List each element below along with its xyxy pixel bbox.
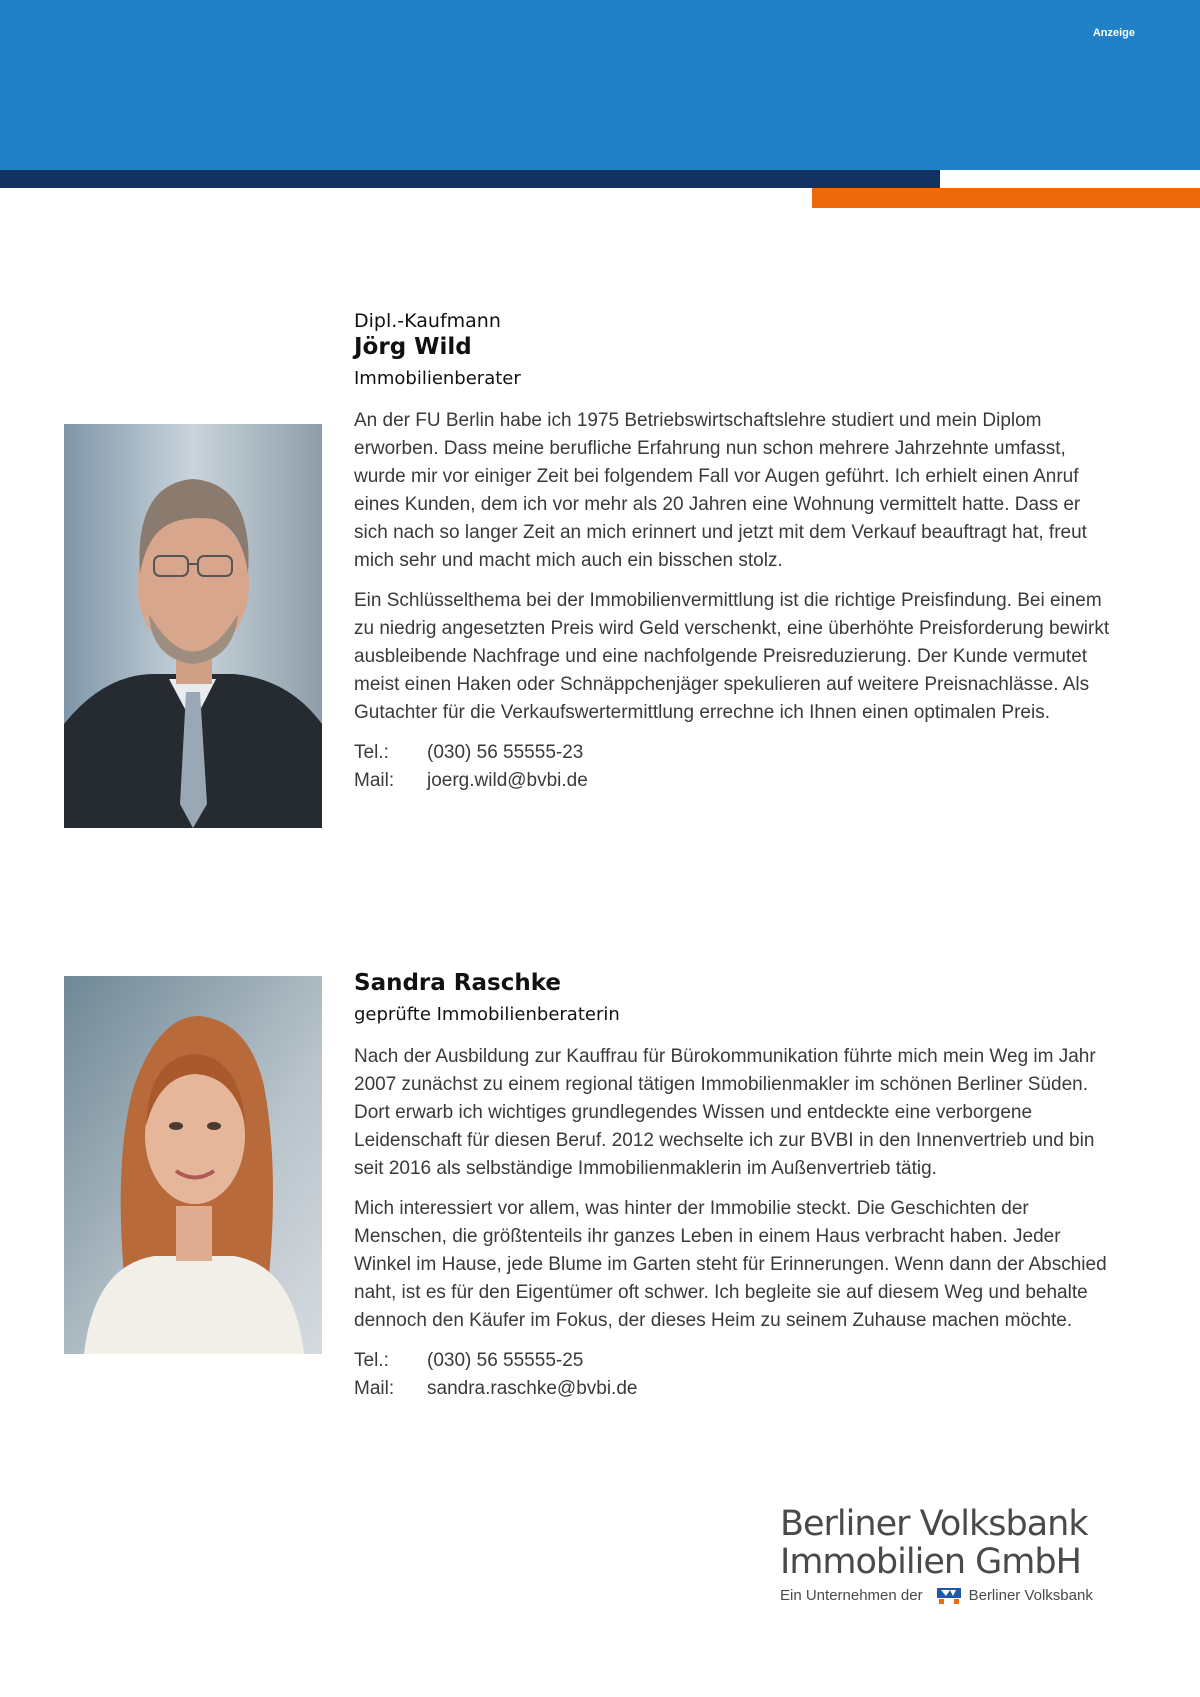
profile-paragraph: Ein Schlüsselthema bei der Immobilienvermittlung ist die richtige Preisfindung. Bei einem zu niedrig angesetzten Preis wird Geld verschenkt, eine überhöhte Preisforderung bewirkt ausbleibende Nachfrage und eine nachfolgende Preisreduzierung. Der Kunde vermutet meist einen Haken oder Schnäppchenjäger spekulieren auf weitere Preisnachlässe. Als Gutachter für die Verkaufswertermittlung errechne ich Ihnen einen optimalen Preis. — [354, 590, 1110, 723]
tel-label: Tel.: — [354, 1350, 389, 1371]
profile-paragraph: An der FU Berlin habe ich 1975 Betriebswirtschaftslehre studiert und mein Diplom erworben. Dass meine berufliche Erfahrung nun schon mehrere Jahrzehnte umfasst, wurde mir vor einiger Zeit bei folgendem Fall vor Augen geführt. Ich erhielt einen Anruf eines Kunden, dem ich vor mehr als 20 Jahren eine Wohnung vermittelt hatte. Dass er sich nach so langer Zeit an mich erinnert und jetzt mit dem Verkauf beauftragt hat, freut mich sehr und macht mich auch ein bisschen stolz. — [354, 410, 1087, 571]
mail-label: Mail: — [354, 1378, 395, 1399]
logo-sub-prefix: Ein Unternehmen der — [780, 1587, 923, 1604]
header-band — [0, 0, 1200, 170]
profile-joerg-wild — [354, 310, 1114, 795]
profile-role: geprüfte Immobilienberaterin — [354, 1004, 620, 1025]
contact-block — [354, 1347, 1114, 1403]
mail-link[interactable]: sandra.raschke@bvbi.de — [427, 1378, 638, 1399]
logo-sub-brand: Berliner Volksbank — [968, 1587, 1093, 1604]
tel-label: Tel.: — [354, 742, 389, 763]
tel-value[interactable]: (030) 56 55555-23 — [427, 742, 584, 763]
profile-role: Immobilienberater — [354, 368, 521, 389]
profile-sandra-raschke — [354, 970, 1114, 1403]
portrait-joerg-wild — [64, 424, 322, 828]
ad-label: Anzeige — [1092, 27, 1135, 39]
volksbank-icon — [937, 1588, 961, 1604]
logo-line-2: Immobilien GmbH — [780, 1542, 1081, 1582]
mail-label: Mail: — [354, 770, 395, 791]
profile-name: Sandra Raschke — [354, 970, 561, 996]
logo-line-1: Berliner Volksbank — [780, 1504, 1088, 1544]
profile-title-prefix: Dipl.-Kaufmann — [354, 310, 501, 332]
profile-paragraph: Mich interessiert vor allem, was hinter der Immobilie steckt. Die Geschichten der Menschen, die größtenteils ihr ganzes Leben in einem Haus verbracht haben. Jeder Winkel im Hause, jede Blume im Garten steht für Erinnerungen. Wenn dann der Abschied naht, ist es für den Eigentümer oft schwer. Ich begleite sie auf diesem Weg und behalte dennoch den Käufer im Fokus, der dieses Heim zu seinem Zuhause machen möchte. — [354, 1198, 1107, 1331]
orange-stripe — [812, 188, 1200, 208]
contact-block — [354, 739, 1114, 795]
portrait-sandra-raschke — [64, 976, 322, 1354]
company-logo — [780, 1505, 1100, 1604]
navy-stripe — [0, 170, 940, 188]
profile-name: Jörg Wild — [354, 334, 472, 360]
tel-value[interactable]: (030) 56 55555-25 — [427, 1350, 584, 1371]
logo-subline — [780, 1587, 1100, 1604]
mail-link[interactable]: joerg.wild@bvbi.de — [427, 770, 588, 791]
profile-paragraph: Nach der Ausbildung zur Kauffrau für Bürokommunikation führte mich mein Weg im Jahr 2007 zunächst zu einem regional tätigen Immobilienmakler im schönen Berliner Süden. Dort erwarb ich wichtiges grundlegendes Wissen und entdeckte eine verborgene Leidenschaft für diesen Beruf. 2012 wechselte ich zur BVBI in den Innenvertrieb und bin seit 2016 als selbständige Immobilienmaklerin im Außenvertrieb tätig. — [354, 1046, 1096, 1179]
